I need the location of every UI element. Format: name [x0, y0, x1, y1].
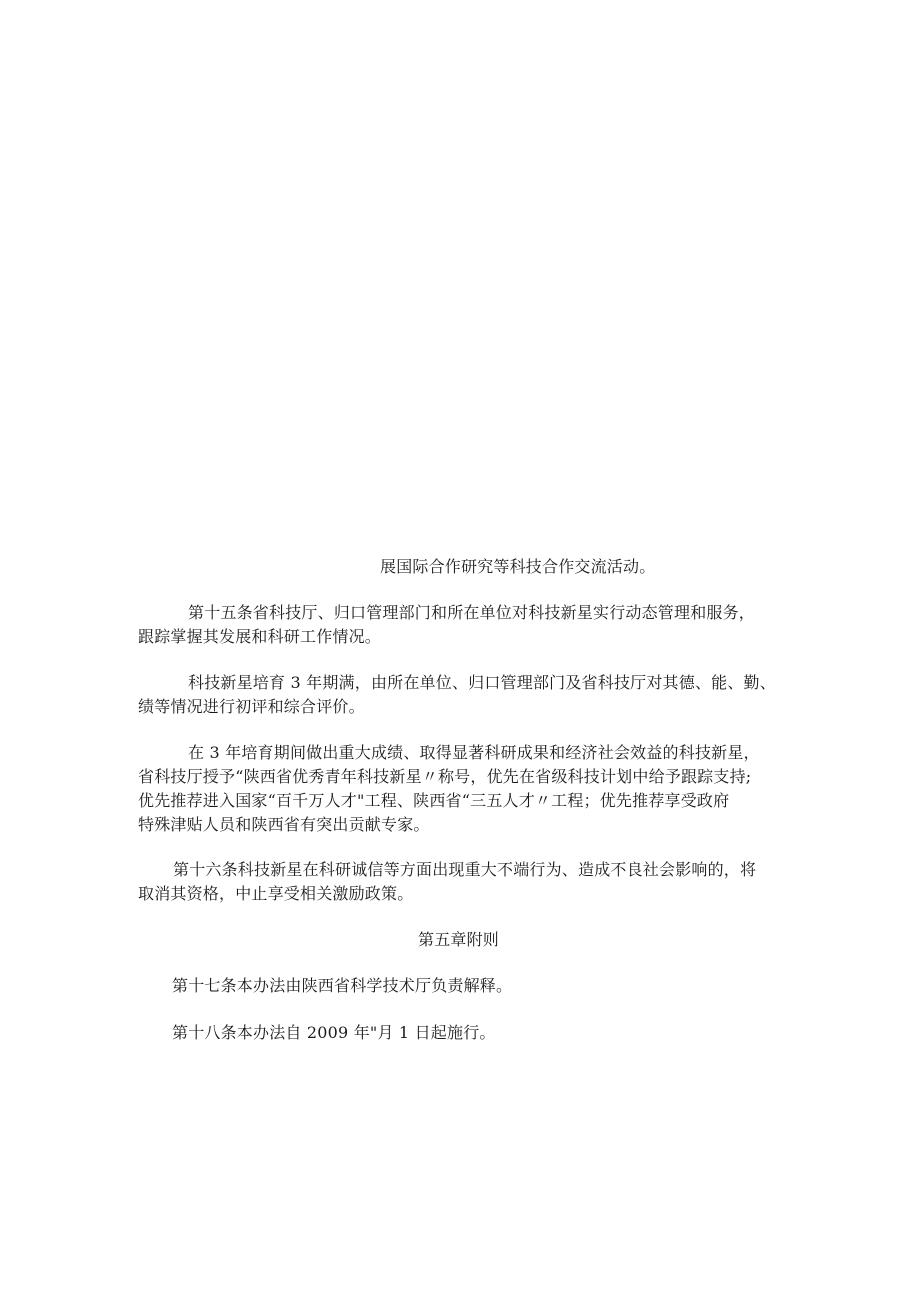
article-16-line-1: 第十六条科技新星在科研诚信等方面出现重大不端行为、造成不良社会影响的，将	[173, 860, 757, 879]
article-17: 第十七条本办法由陕西省科学技术厅负责解释。	[172, 976, 513, 995]
article-18: 第十八条本办法自 2009 年"月 1 日起施行。	[172, 1023, 496, 1042]
article-16-line-2: 取消其资格，中止享受相关激励政策。	[138, 884, 414, 903]
article-15-line-2: 跟踪掌握其发展和科研工作情况。	[138, 627, 382, 646]
awards-line-4: 特殊津贴人员和陕西省有突出贡献专家。	[138, 815, 430, 834]
article-15-paragraph	[138, 601, 798, 649]
chapter-5-title: 第五章附则	[418, 930, 500, 949]
continuation-line: 展国际合作研究等科技合作交流活动。	[380, 557, 656, 576]
evaluation-line-2: 绩等情况进行初评和综合评价。	[138, 697, 365, 716]
article-16-paragraph	[138, 858, 798, 906]
awards-line-3: 优先推荐进入国家“百千万人才"工程、陕西省“三五人才〃工程；优先推荐享受政府	[138, 791, 730, 810]
awards-line-2: 省科技厅授予“陕西省优秀青年科技新星〃称号，优先在省级科技计划中给予跟踪支持;	[138, 767, 752, 786]
evaluation-paragraph	[138, 671, 798, 719]
awards-line-1: 在 3 年培育期间做出重大成绩、取得显著科研成果和经济社会效益的科技新星，	[188, 743, 760, 762]
awards-paragraph	[138, 741, 798, 837]
article-15-line-1: 第十五条省科技厅、归口管理部门和所在单位对科技新星实行动态管理和服务，	[188, 603, 756, 622]
evaluation-line-1: 科技新星培育 3 年期满，由所在单位、归口管理部门及省科技厅对其德、能、勤、	[188, 673, 776, 692]
